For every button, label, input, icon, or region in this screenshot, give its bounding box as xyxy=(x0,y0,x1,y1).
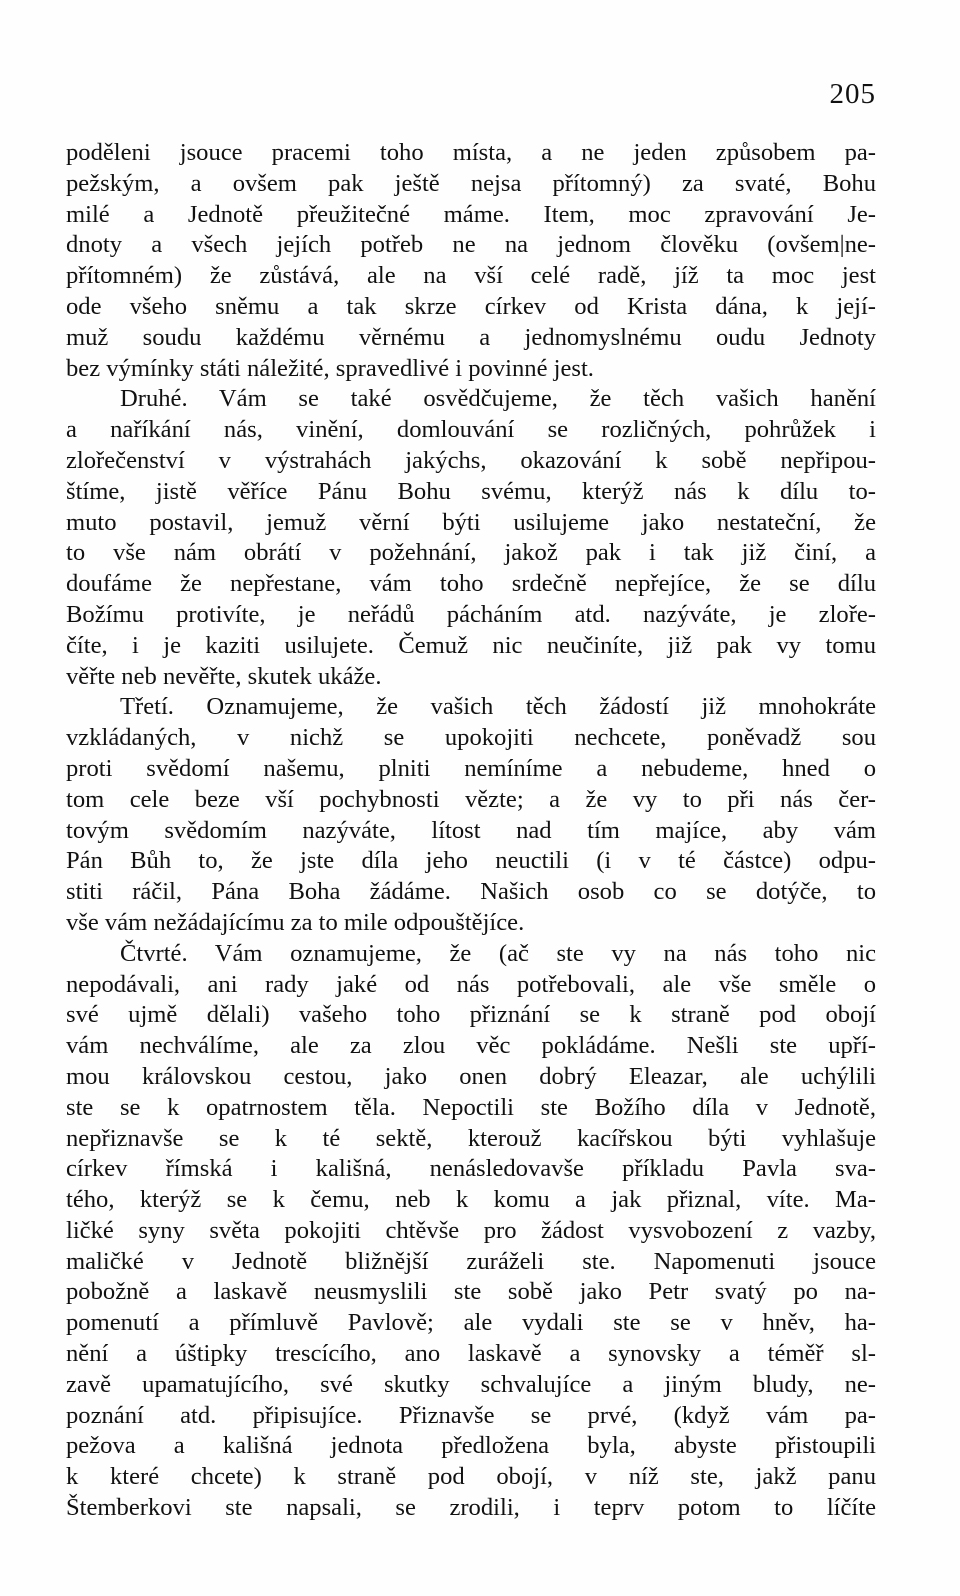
text-line: Čtvrté. Vám oznamujeme, že (ač ste vy na nás toho nic xyxy=(120,939,876,967)
text-line: ode všeho sněmu a tak skrze církev od Krista dána, k její- xyxy=(66,292,876,320)
text-line: štíme, jistě věříce Pánu Bohu svému, kterýž nás k dílu to- xyxy=(66,477,876,505)
text-line: pežova a kališná jednota předložena byla, abyste přistoupili xyxy=(66,1432,876,1460)
text-line: k které chcete) k straně pod obojí, v níž ste, jakž panu xyxy=(66,1463,876,1491)
text-line: nění a úštipky trescícího, ano laskavě a synovsky a téměř sl- xyxy=(66,1340,876,1368)
text-line: stiti ráčil, Pána Boha žádáme. Našich osob co se dotýče, to xyxy=(66,878,876,906)
text-line: vám nechválíme, ale za zlou věc pokládáme. Nešli ste upří- xyxy=(66,1032,876,1060)
text-line: Třetí. Oznamujeme, že vašich těch žádostí již mnohokráte xyxy=(120,693,876,721)
text-line: přítomném) že zůstává, ale na vší celé radě, jíž ta moc jest xyxy=(66,262,876,290)
text-line: dnoty a všech jejích potřeb ne na jednom člověku (ovšem|ne- xyxy=(66,231,876,259)
text-line: Štemberkovi ste napsali, se zrodili, i teprv potom to líčíte xyxy=(66,1494,876,1522)
text-line: milé a Jednotě přeužitečné máme. Item, moc zpravování Je- xyxy=(66,200,876,228)
text-line: nepodávali, ani rady jaké od nás potřebovali, ale vše směle o xyxy=(66,970,876,998)
text-line: Božímu protivíte, je neřádů pácháním atd. nazýváte, je zlоře- xyxy=(66,600,876,628)
text-line: proti svědomí našemu, plniti nemíníme a nebudeme, hned o xyxy=(66,754,876,782)
page-number: 205 xyxy=(829,78,876,110)
text-line: zavě upamatujícího, své skutky schvalujíce a jiným bludy, ne- xyxy=(66,1370,876,1398)
text-line: církev římská i kališná, nenásledovavše příkladu Pavla sva- xyxy=(66,1155,876,1183)
text-line: vše vám nežádajícímu za to mile odpouštějíce. xyxy=(66,908,525,936)
text-line: Druhé. Vám se také osvědčujeme, že těch vašich hanění xyxy=(120,385,876,413)
text-line: své ujmě dělali) vašeho toho přiznání se k straně pod obojí xyxy=(66,1001,876,1029)
text-line: Pán Bůh to, že jste díla jeho neuctili (i v té částce) odpu- xyxy=(66,847,876,875)
text-line: mou královskou cestou, jako onen dobrý Eleazar, ale uchýlili xyxy=(66,1062,876,1090)
text-line: maličké v Jednotě bližnější zuráželi ste. Napomenuti jsouce xyxy=(66,1247,876,1275)
text-line: zlořečenství v výstrahách jakýchs, okazování k sobě nepřipou- xyxy=(66,446,876,474)
text-line: a naříkání nás, vinění, domlouvání se rozličných, pohrůžek i xyxy=(66,416,876,444)
text-line: nepřiznavše se k té sektě, kterouž kacířskou býti vyhlašuje xyxy=(66,1124,876,1152)
text-line: to vše nám obrátí v požehnání, jakož pak i tak již činí, a xyxy=(66,539,876,567)
text-line: pobožně a laskavě neusmyslili ste sobě jako Petr svatý po na- xyxy=(66,1278,876,1306)
text-line: číte, i je kaziti usilujete. Čemuž nic neučiníte, již pak vy tomu xyxy=(66,631,876,659)
text-line: muto postavil, jemuž věrní býti usilujeme jako nestateční, že xyxy=(66,508,876,536)
text-line: pežským, a ovšem pak ještě nejsa přítomný) za svaté, Bohu xyxy=(66,169,876,197)
text-line: ličké syny světa pokojiti chtěvše pro žádost vysvobození z vazby, xyxy=(66,1216,876,1244)
text-line: bez výmínky státi náležité, spravedlivé i povinné jest. xyxy=(66,354,594,382)
text-line: poděleni jsouce pracemi toho místa, a ne jeden způsobem pa- xyxy=(66,139,876,166)
text-line: pomenutí a přímluvě Pavlově; ale vydali ste se v hněv, ha- xyxy=(66,1309,876,1337)
text-line: vzkládaných, v nichž se upokojiti nechcete, poněvadž sou xyxy=(66,724,876,752)
text-line: tovým svědomím nazýváte, lítost nad tím majíce, aby vám xyxy=(66,816,876,844)
text-line: ste se k opatrnostem těla. Nepoctili ste Božího díla v Jednotě, xyxy=(66,1093,876,1121)
text-line: tom cele beze vší pochybnosti vězte; a že vy to při nás čer- xyxy=(66,785,876,813)
text-line: doufáme že nepřestane, vám toho srdečně nepřejíce, že se dílu xyxy=(66,570,876,598)
text-line: muž soudu každému věrnému a jednomyslnému oudu Jednoty xyxy=(66,323,876,351)
text-line: tého, kterýž se k čemu, neb k komu a jak přiznal, víte. Ma- xyxy=(66,1186,876,1214)
text-line: poznání atd. připisujíce. Přiznavše se prvé, (když vám pa- xyxy=(66,1401,876,1429)
body-text xyxy=(66,138,876,1524)
text-line: věřte neb nevěřte, skutek ukáže. xyxy=(66,662,382,690)
